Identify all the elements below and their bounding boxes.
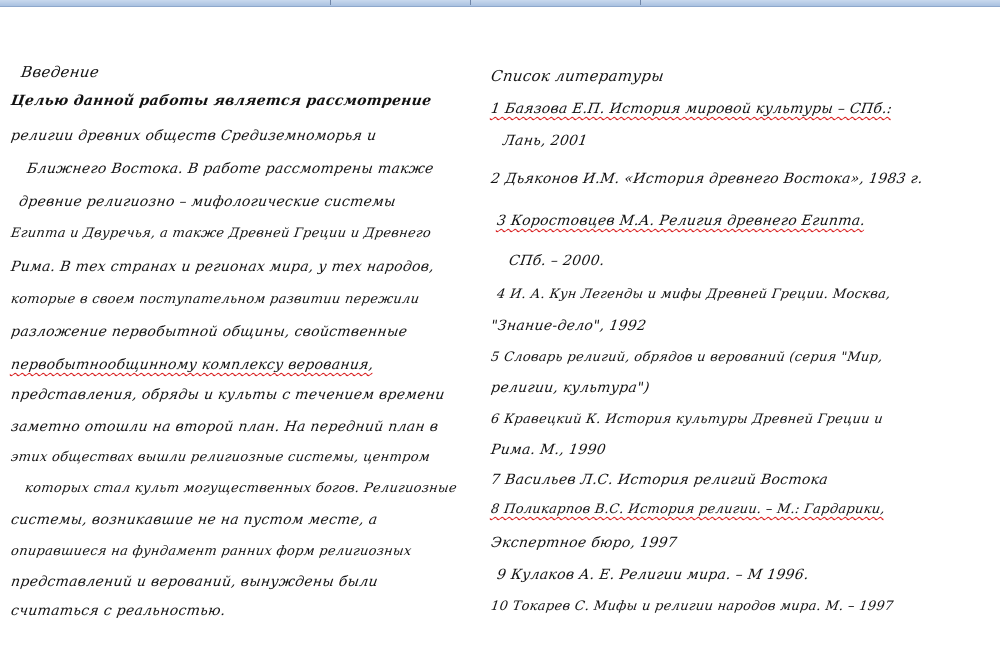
bibliography-entry: 2 Дьяконов И.М. «История древнего Востока», 1983 г. [490,171,924,187]
spelling-error-underline[interactable]: 8 Поликарпов В.С. История религии. – М.: Гардарики, [490,502,886,517]
text-line: Ближнего Востока. В работе рассмотрены также [26,161,435,177]
text-line: Рима. В тех странах и регионах мира, у тех народов, [10,259,436,275]
bibliography-entry: 7 Васильев Л.С. История религий Востока [490,472,830,488]
text-line: опиравшиеся на фундамент ранних форм религиозных [10,544,413,559]
text-line: системы, возникавшие не на пустом месте, а [10,512,379,528]
text-line: Целью данной работы является рассмотрение [10,93,433,109]
text-line: которые в своем поступательном развитии пережили [10,292,421,307]
text-line: религии древних обществ Средиземноморья и [10,128,378,144]
text-line: разложение первобытной общины, свойственные [10,324,409,340]
text-line: которых стал культ могущественных богов. Религиозные [24,481,458,496]
text-line: считаться с реальностью. [10,603,227,619]
spelling-error-underline[interactable]: 1 Баязова Е.П. История мировой культуры – СПб.: [490,101,894,117]
introduction-heading: Введение [20,63,101,81]
bibliography-entry: 4 И. А. Кун Легенды и мифы Древней Греции. Москва, [496,287,892,302]
ruler-marker[interactable] [640,0,641,5]
bibliography-entry: 9 Кулаков А. Е. Религии мира. – М 1996. [496,567,810,583]
bibliography-entry [496,213,866,229]
spelling-error-underline[interactable]: 3 Коростовцев М.А. Религия древнего Египта. [496,213,867,229]
ruler-marker[interactable] [470,0,471,5]
window-top-bar [0,0,1000,7]
text-line: заметно отошли на второй план. На передний план в [10,419,440,435]
bibliography-entry: СПб. – 2000. [508,253,606,269]
text-line: Египта и Двуречья, а также Древней Греции и Древнего [10,226,433,241]
ruler-marker[interactable] [330,0,331,5]
text-line: древние религиозно – мифологические системы [18,194,397,210]
bibliography-entry: "Знание-дело", 1992 [490,318,648,334]
text-line: этих обществах вышли религиозные системы, центром [10,450,432,465]
bibliography-entry: Экспертное бюро, 1997 [490,535,679,551]
bibliography-entry: 6 Кравецкий К. История культуры Древней Греции и [490,412,884,427]
bibliography-entry: Лань, 2001 [502,133,589,149]
text-line [10,357,375,373]
bibliography-entry: 5 Словарь религий, обрядов и верований (серия "Мир, [490,350,884,365]
bibliography-entry: 10 Токарев С. Мифы и религии народов мира. М. – 1997 [490,599,895,614]
bibliography-entry: религии, культура") [490,380,651,396]
bibliography-entry [490,101,893,117]
document-page[interactable] [0,7,1000,645]
bibliography-heading: Список литературы [490,67,666,85]
bibliography-entry: Рима. М., 1990 [490,442,608,458]
bibliography-entry [490,502,886,517]
spelling-error-underline[interactable]: первобытнообщинному комплексу верования, [10,357,375,373]
text-line: представления, обряды и культы с течением времени [10,387,446,403]
text-line: представлений и верований, вынуждены были [10,574,380,590]
